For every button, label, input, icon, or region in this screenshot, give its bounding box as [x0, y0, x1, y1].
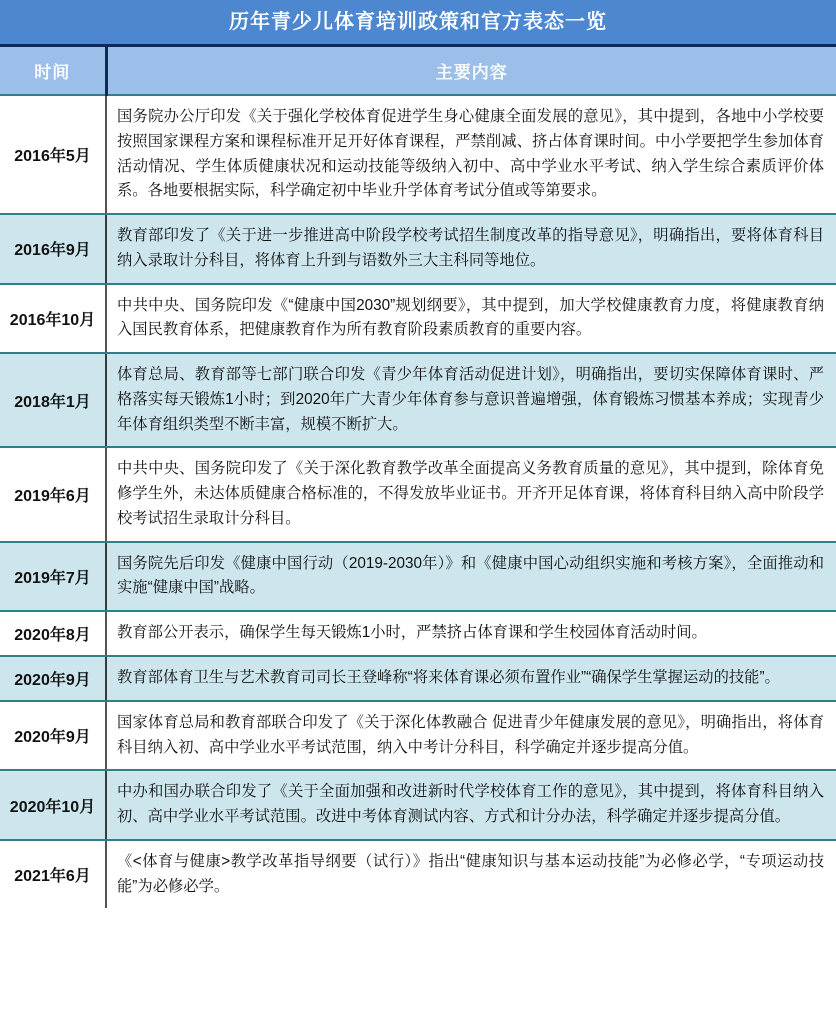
table-body — [0, 95, 836, 908]
table-row — [0, 656, 836, 701]
row-content-cell: 国务院先后印发《健康中国行动（2019-2030年）》和《健康中国心动组织实施和考核方案》，全面推动和实施“健康中国”战略。 — [106, 542, 836, 612]
row-content-cell: 中共中央、国务院印发了《关于深化教育教学改革全面提高义务教育质量的意见》，其中提到，除体育免修学生外，未达体质健康合格标准的，不得发放毕业证书。开齐开足体育课，将体育科目纳入高中阶段学校考试招生录取计分科目。 — [106, 447, 836, 541]
row-time-cell: 2020年9月 — [0, 701, 106, 771]
table-row — [0, 611, 836, 656]
row-content-cell: 中办和国办联合印发了《关于全面加强和改进新时代学校体育工作的意见》，其中提到，将体育科目纳入初、高中学业水平考试范围。改进中考体育测试内容、方式和计分办法，科学确定并逐步提高分值。 — [106, 770, 836, 840]
row-time-cell: 2020年8月 — [0, 611, 106, 656]
table-row — [0, 840, 836, 909]
page-title: 历年青少儿体育培训政策和官方表态一览 — [229, 11, 607, 33]
row-time-cell: 2020年9月 — [0, 656, 106, 701]
policy-table — [0, 47, 836, 908]
table-row — [0, 95, 836, 214]
column-header-time: 时间 — [0, 47, 106, 95]
table-row — [0, 770, 836, 840]
column-header-content: 主要内容 — [106, 47, 836, 95]
row-time-cell: 2016年5月 — [0, 95, 106, 214]
row-content-cell: 国家体育总局和教育部联合印发了《关于深化体教融合 促进青少年健康发展的意见》，明确指出，将体育科目纳入初、高中学业水平考试范围，纳入中考计分科目，科学确定并逐步提高分值。 — [106, 701, 836, 771]
row-content-cell: 《<体育与健康>教学改革指导纲要（试行）》指出“健康知识与基本运动技能”为必修必学，“专项运动技能”为必修必学。 — [106, 840, 836, 909]
row-time-cell: 2016年10月 — [0, 284, 106, 354]
table-header-row — [0, 47, 836, 95]
row-time-cell: 2021年6月 — [0, 840, 106, 909]
row-time-cell: 2020年10月 — [0, 770, 106, 840]
row-time-cell: 2019年6月 — [0, 447, 106, 541]
table-row — [0, 214, 836, 284]
row-content-cell: 教育部体育卫生与艺术教育司司长王登峰称“将来体育课必须布置作业”“确保学生掌握运动的技能”。 — [106, 656, 836, 701]
table-row — [0, 353, 836, 447]
row-content-cell: 体育总局、教育部等七部门联合印发《青少年体育活动促进计划》，明确指出，要切实保障体育课时、严格落实每天锻炼1小时；到2020年广大青少年体育参与意识普遍增强，体育锻炼习惯基本养成；实现青少年体育组织类型不断丰富，规模不断扩大。 — [106, 353, 836, 447]
table-row — [0, 447, 836, 541]
table-row — [0, 284, 836, 354]
row-time-cell: 2018年1月 — [0, 353, 106, 447]
row-content-cell: 教育部印发了《关于进一步推进高中阶段学校考试招生制度改革的指导意见》，明确指出，要将体育科目纳入录取计分科目，将体育上升到与语数外三大主科同等地位。 — [106, 214, 836, 284]
table-row — [0, 701, 836, 771]
row-content-cell: 中共中央、国务院印发《“健康中国2030”规划纲要》，其中提到，加大学校健康教育力度，将健康教育纳入国民教育体系，把健康教育作为所有教育阶段素质教育的重要内容。 — [106, 284, 836, 354]
row-time-cell: 2019年7月 — [0, 542, 106, 612]
table-header — [0, 47, 836, 95]
document-title-bar — [0, 0, 836, 47]
row-content-cell: 教育部公开表示，确保学生每天锻炼1小时，严禁挤占体育课和学生校园体育活动时间。 — [106, 611, 836, 656]
row-content-cell: 国务院办公厅印发《关于强化学校体育促进学生身心健康全面发展的意见》，其中提到，各地中小学校要按照国家课程方案和课程标准开足开好体育课程，严禁削减、挤占体育课时间。中小学要把学生参加体育活动情况、学生体质健康状况和运动技能等级纳入初中、高中学业水平考试、纳入学生综合素质评价体系。各地要根据实际，科学确定初中毕业升学体育考试分值或等第要求。 — [106, 95, 836, 214]
table-row — [0, 542, 836, 612]
row-time-cell: 2016年9月 — [0, 214, 106, 284]
